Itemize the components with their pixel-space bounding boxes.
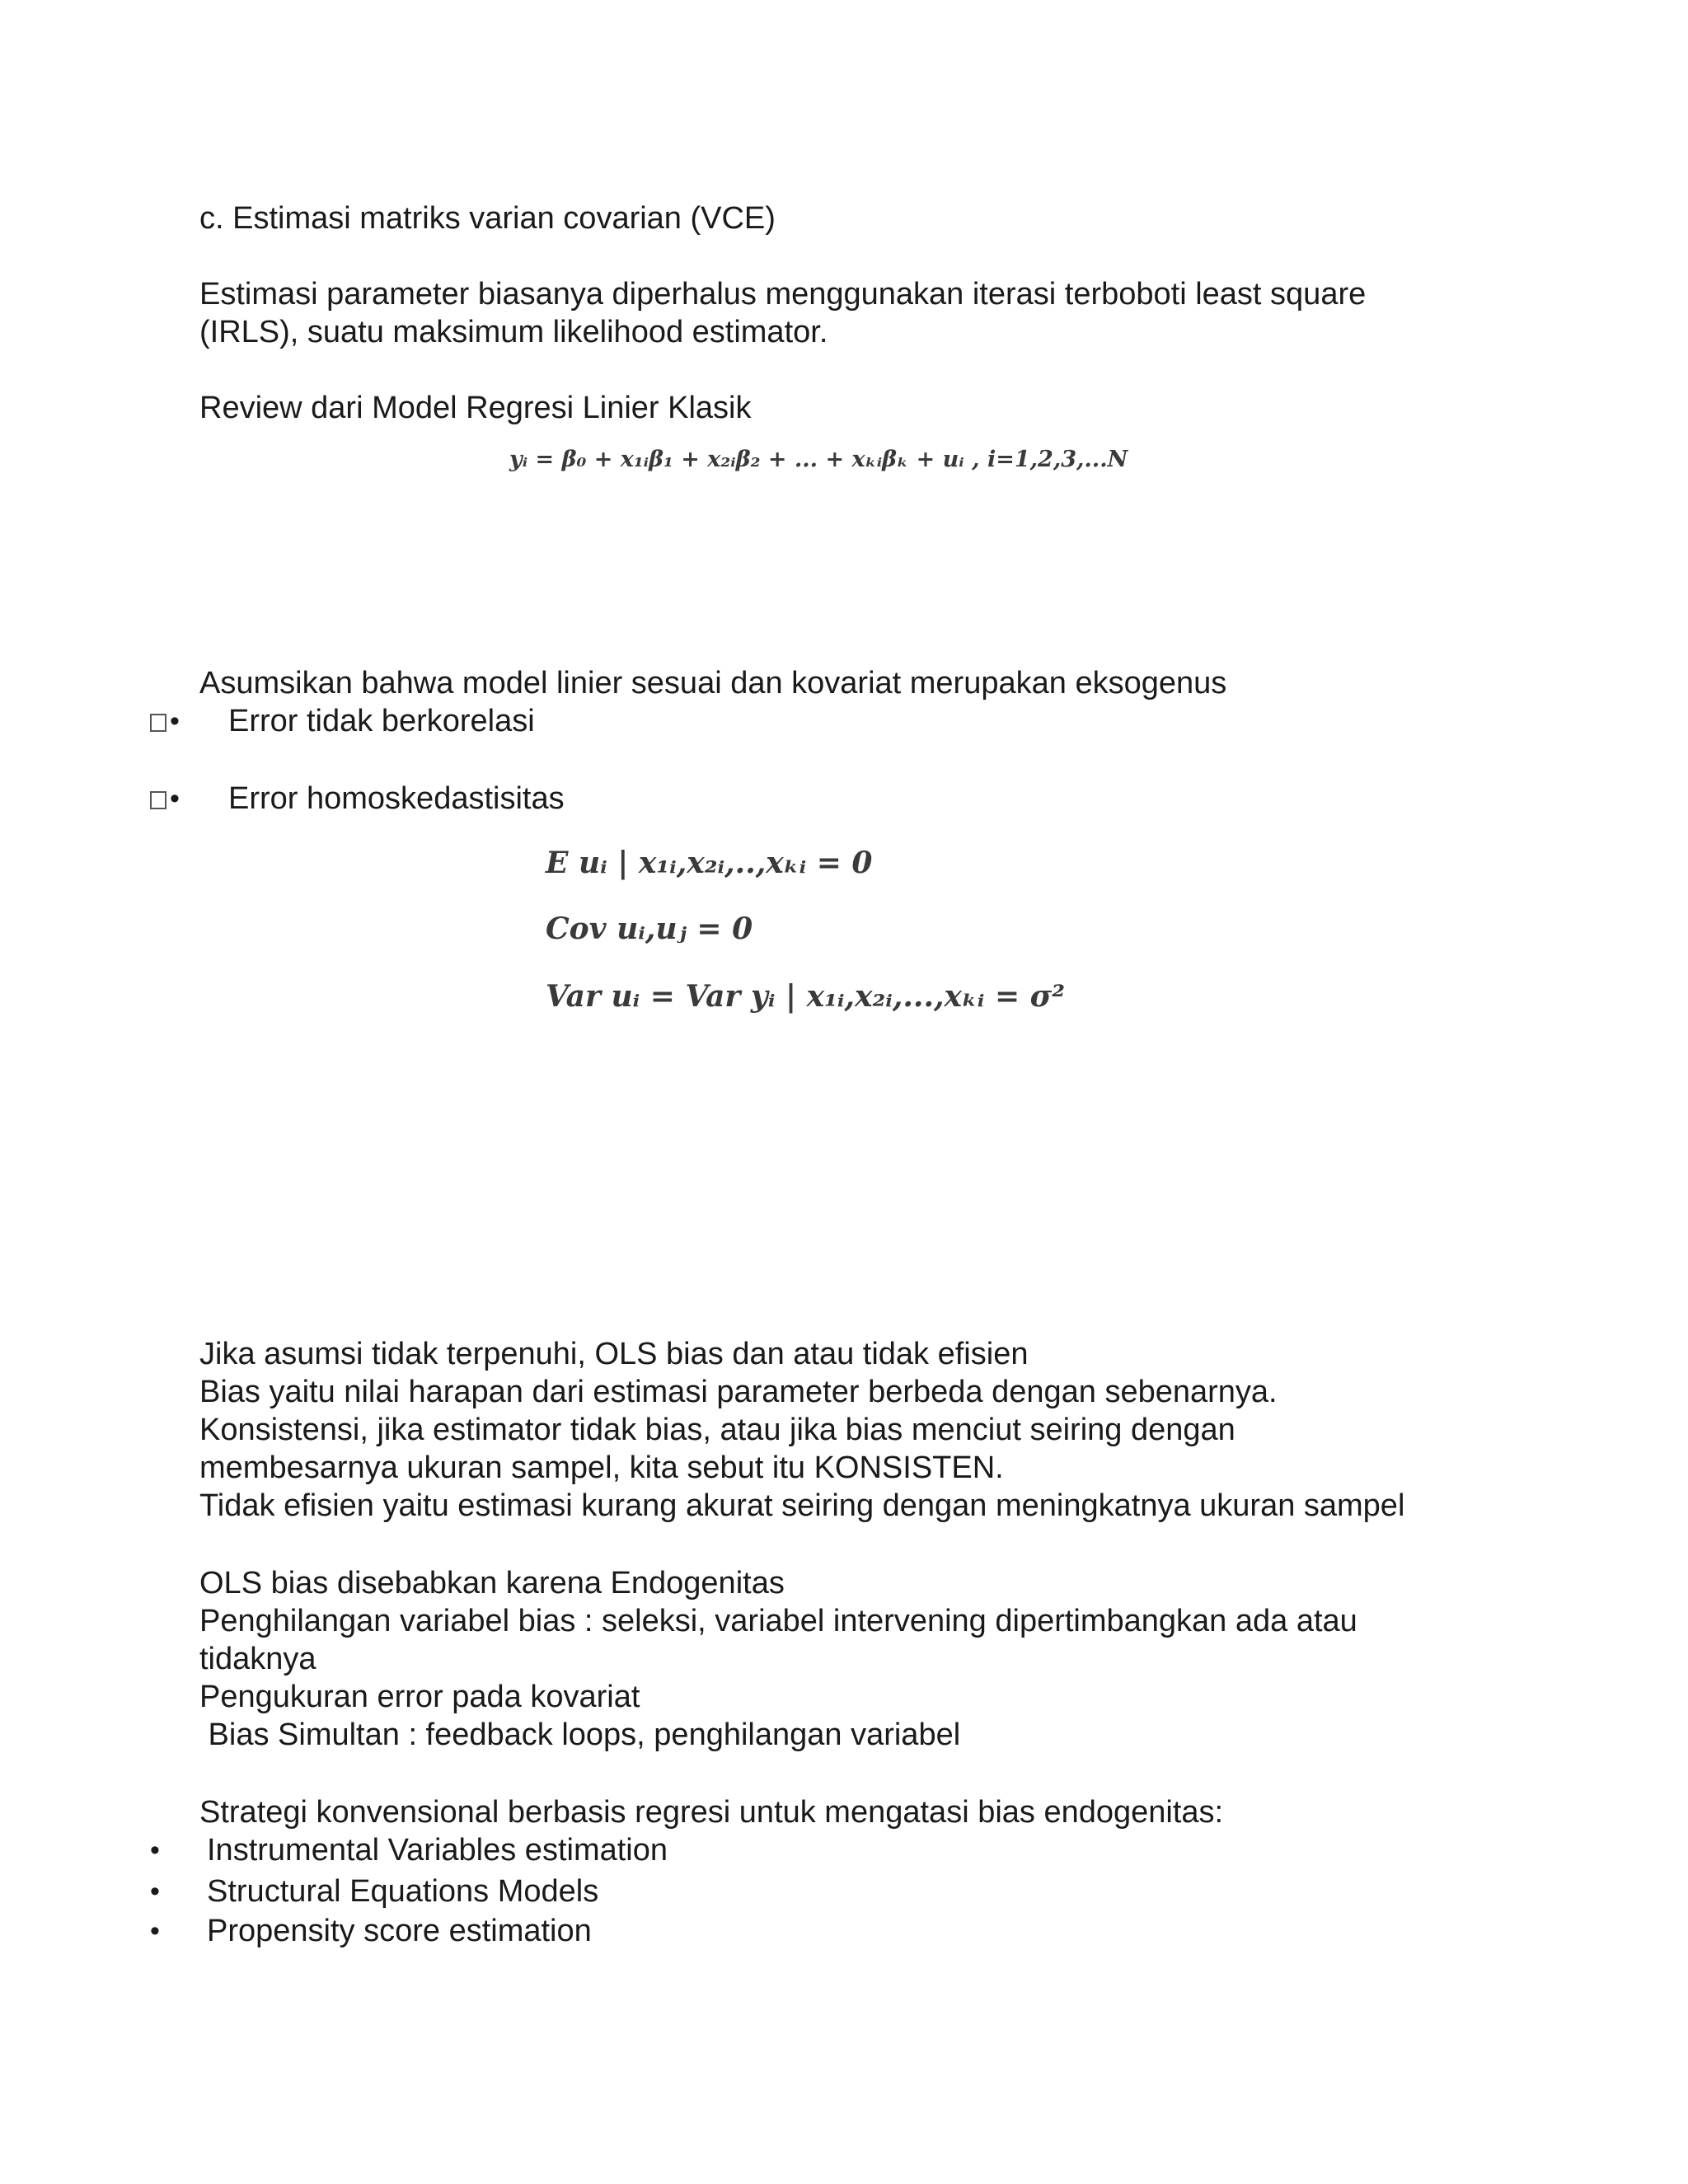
paragraph-line: Estimasi parameter biasanya diperhalus menggunakan iterasi terboboti least square [199, 277, 1367, 312]
endogeneity-line: tidaknya [199, 1642, 316, 1676]
review-title: Review dari Model Regresi Linier Klasik [199, 391, 752, 425]
missing-glyph-icon [150, 714, 166, 732]
endogeneity-line: Penghilangan variabel bias : seleksi, variabel intervening dipertimbangkan ada atau [199, 1604, 1357, 1638]
bias-line: Jika asumsi tidak terpenuhi, OLS bias dan atau tidak efisien [199, 1337, 1029, 1371]
bullet-icon: • [170, 783, 180, 814]
model-equation: yᵢ = β₀ + x₁ᵢβ₁ + x₂ᵢβ₂ + ... + xₖᵢβₖ + uᵢ , i=1,2,3,...N [509, 447, 1128, 472]
bias-line: Tidak efisien yaitu estimasi kurang akurat seiring dengan meningkatnya ukuran sampel [199, 1488, 1405, 1523]
covariance-equation: Cov uᵢ,uⱼ = 0 [546, 912, 753, 946]
variance-equation: Var uᵢ = Var yᵢ | x₁ᵢ,x₂ᵢ,...,xₖᵢ = σ² [546, 979, 1065, 1014]
assumption-title: Asumsikan bahwa model linier sesuai dan kovariat merupakan eksogenus [199, 666, 1227, 701]
endogeneity-line: OLS bias disebabkan karena Endogenitas [199, 1566, 785, 1601]
bias-line: membesarnya ukuran sampel, kita sebut itu KONSISTEN. [199, 1451, 1004, 1485]
bullet-icon: • [150, 1915, 160, 1947]
bullet-icon: • [150, 1876, 160, 1907]
assumption-bullet: Error homoskedastisitas [228, 781, 565, 816]
strategy-bullet: Structural Equations Models [207, 1874, 599, 1909]
missing-glyph-icon [150, 791, 166, 809]
strategy-bullet: Instrumental Variables estimation [207, 1833, 668, 1868]
strategy-title: Strategi konvensional berbasis regresi untuk mengatasi bias endogenitas: [199, 1795, 1224, 1830]
section-heading: c. Estimasi matriks varian covarian (VCE) [199, 201, 776, 236]
endogeneity-line: Pengukuran error pada kovariat [199, 1680, 640, 1714]
bias-line: Bias yaitu nilai harapan dari estimasi parameter berbeda dengan sebenarnya. [199, 1375, 1278, 1409]
bullet-icon: • [150, 1835, 160, 1866]
expectation-equation: E uᵢ | x₁ᵢ,x₂ᵢ,..,xₖᵢ = 0 [546, 846, 873, 880]
bias-line: Konsistensi, jika estimator tidak bias, atau jika bias menciut seiring dengan [199, 1413, 1236, 1447]
paragraph-line: (IRLS), suatu maksimum likelihood estimator. [199, 315, 828, 349]
assumption-bullet: Error tidak berkorelasi [228, 704, 535, 738]
endogeneity-line: Bias Simultan : feedback loops, penghilangan variabel [199, 1718, 961, 1752]
bullet-icon: • [170, 705, 180, 737]
strategy-bullet: Propensity score estimation [207, 1914, 592, 1948]
